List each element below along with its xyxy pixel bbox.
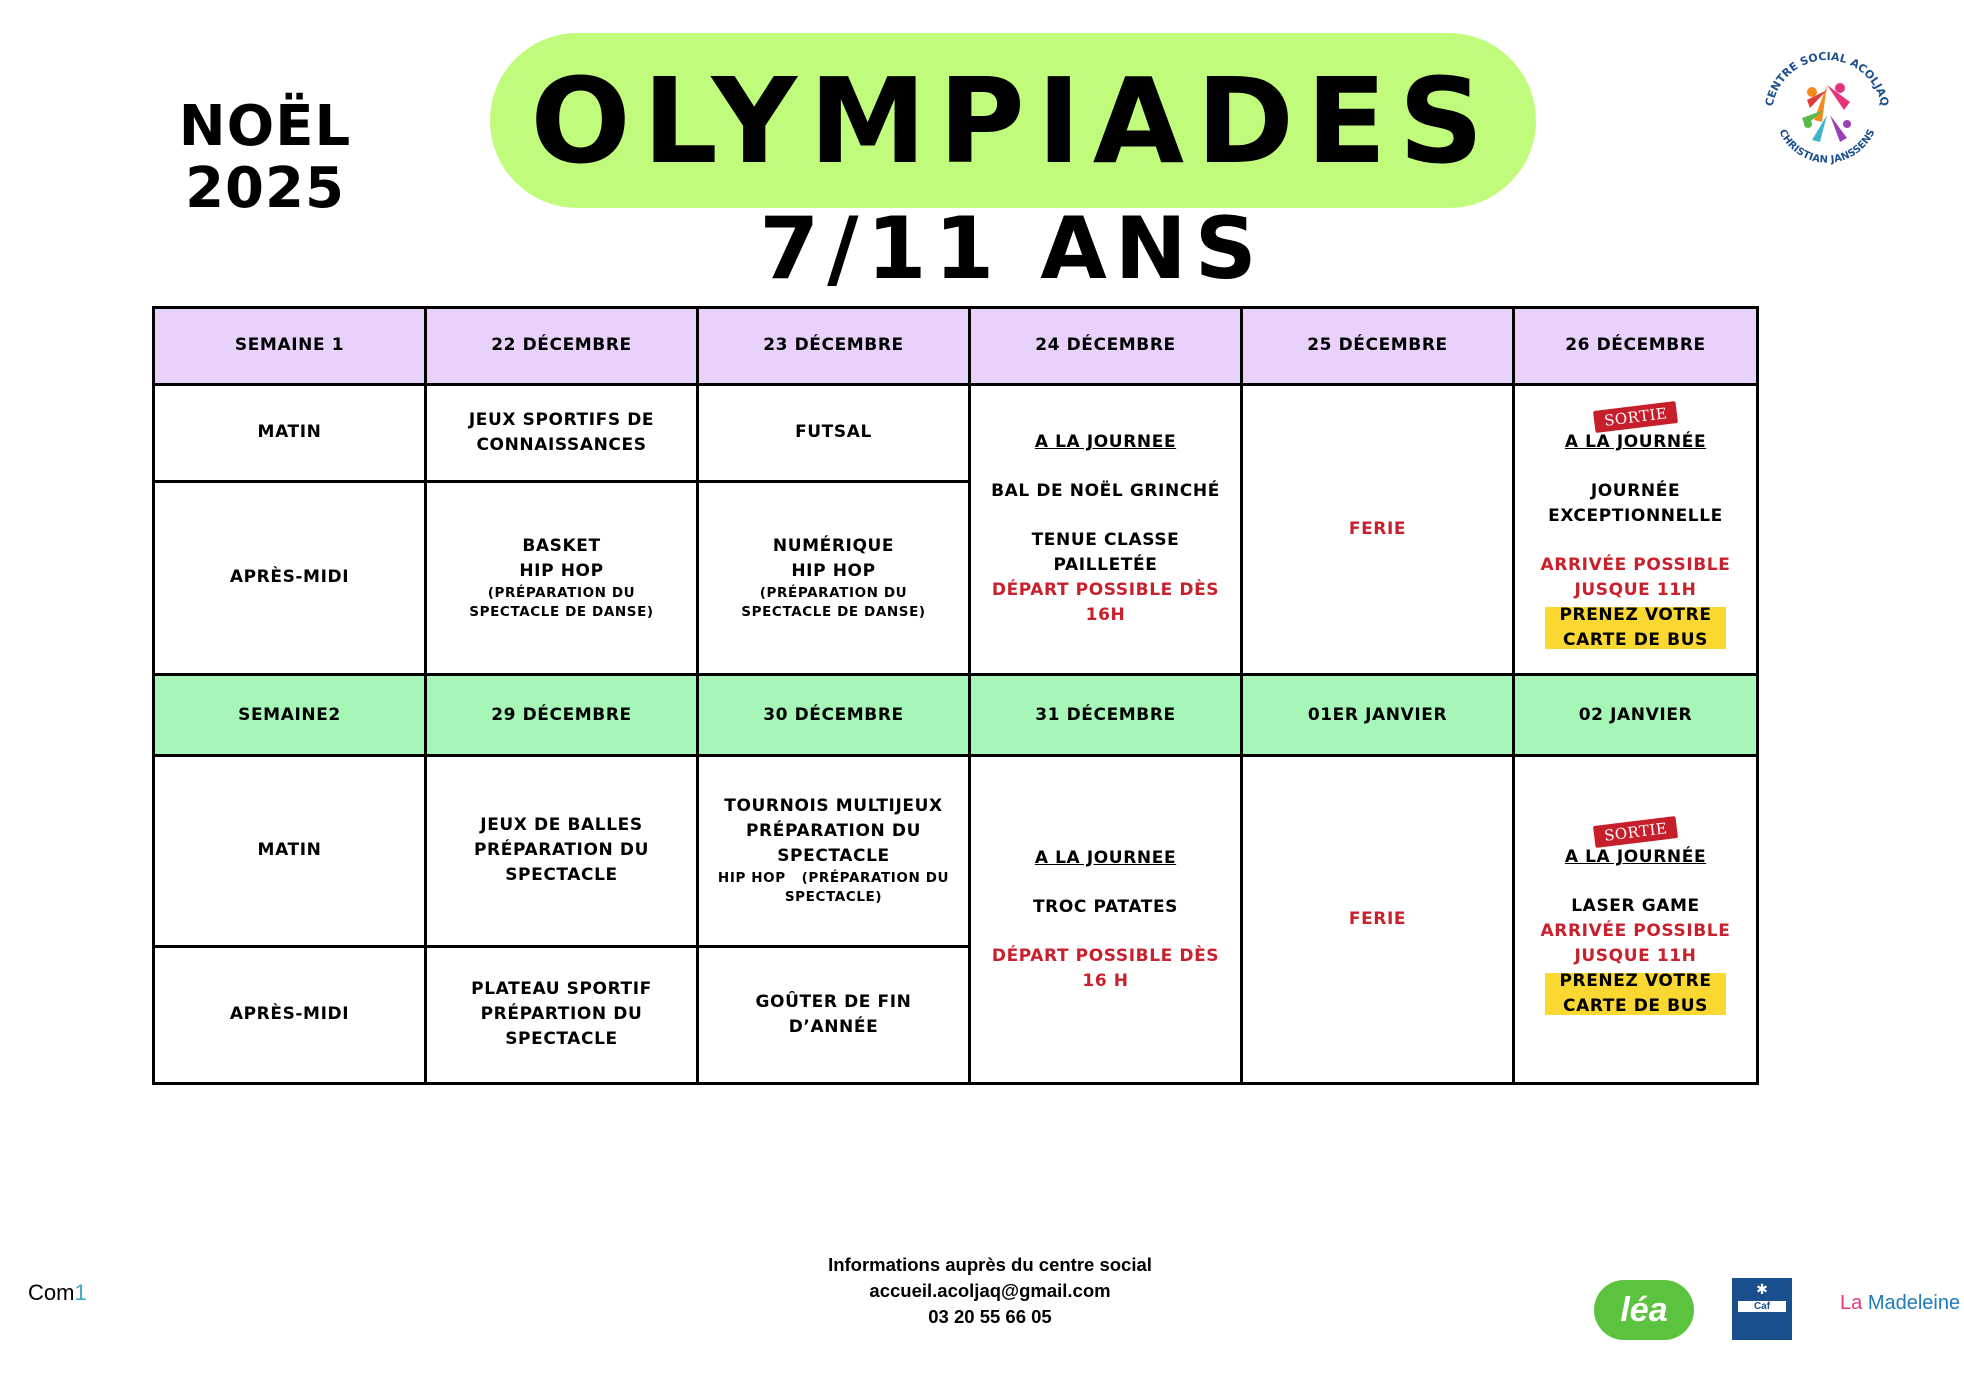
departure-note: DÉPART POSSIBLE DÈS <box>991 580 1220 601</box>
full-day-cell <box>970 756 1242 1084</box>
holiday-cell <box>1242 756 1514 1084</box>
week1-morning-row <box>154 384 1758 481</box>
activity-line: PRÉPARTION DU <box>480 1004 643 1025</box>
departure-note: DÉPART POSSIBLE DÈS <box>991 945 1220 966</box>
activities-table <box>152 306 1759 1085</box>
activity-line: HIP HOP <box>791 560 876 581</box>
activity-line: GOÛTER DE FIN <box>755 991 912 1012</box>
activity-line: D’ANNÉE <box>788 1016 879 1037</box>
activity-note: HIP HOP (PRÉPARATION DU <box>717 870 950 887</box>
day-header: 23 DÉCEMBRE <box>698 308 970 385</box>
holiday-label: FERIE <box>1348 518 1407 539</box>
activity-line: EXCEPTIONNELLE <box>1548 506 1723 527</box>
activity-line: HIP HOP <box>519 560 604 581</box>
activity-note: SPECTACLE) <box>784 889 883 906</box>
activity-cell <box>698 946 970 1083</box>
day-header: 29 DÉCEMBRE <box>426 675 698 756</box>
outing-cell <box>1514 384 1758 675</box>
activity-line: PAILLETÉE <box>1053 555 1158 576</box>
week1-header-row <box>154 308 1758 385</box>
activity-note: (PRÉPARATION DU <box>759 584 908 601</box>
logo-text-bottom: CHRISTIAN JANSSENS <box>1776 127 1878 166</box>
day-header: 01ER JANVIER <box>1242 675 1514 756</box>
row-label-afternoon: APRÈS-MIDI <box>154 946 426 1083</box>
bus-card-line: PRENEZ VOTRE <box>1559 605 1712 626</box>
activity-cell <box>698 384 970 481</box>
activity-line: LASER GAME <box>1571 896 1700 917</box>
outing-stamp: SORTIE <box>1593 816 1679 848</box>
contact-info <box>740 1252 1240 1330</box>
centre-social-logo <box>1752 40 1902 190</box>
activity-cell <box>698 481 970 675</box>
activity-line: NUMÉRIQUE <box>772 535 895 556</box>
week2-label: SEMAINE2 <box>154 675 426 756</box>
activity-cell <box>426 481 698 675</box>
arrival-note: ARRIVÉE POSSIBLE <box>1540 921 1731 942</box>
logo-figures-icon <box>1802 83 1851 142</box>
activity-line: TOURNOIS MULTIJEUX <box>724 796 943 817</box>
season-year: 2025 <box>185 156 345 221</box>
season-word: NOËL <box>178 94 352 159</box>
activity-line: SPECTACLE <box>505 1029 618 1050</box>
day-header: 22 DÉCEMBRE <box>426 308 698 385</box>
title-banner <box>490 33 1536 208</box>
week1-label: SEMAINE 1 <box>154 308 426 385</box>
row-label-morning: MATIN <box>154 756 426 947</box>
activity-line: PRÉPARATION DU <box>474 840 649 861</box>
arrival-time: JUSQUE 11H <box>1574 580 1697 601</box>
day-header: 31 DÉCEMBRE <box>970 675 1242 756</box>
row-label-afternoon: APRÈS-MIDI <box>154 481 426 675</box>
bus-card-line: CARTE DE BUS <box>1563 630 1708 651</box>
caf-logo <box>1732 1278 1792 1340</box>
activity-note: SPECTACLE DE DANSE) <box>741 603 926 620</box>
activity-line: BAL DE NOËL GRINCHÉ <box>991 481 1220 502</box>
lea-logo: léa <box>1594 1280 1694 1340</box>
activity-line: FUTSAL <box>795 422 872 443</box>
activity-cell <box>426 756 698 947</box>
departure-time: 16 H <box>1082 970 1129 991</box>
activity-cell <box>426 946 698 1083</box>
caf-label: Caf <box>1738 1301 1786 1312</box>
age-range-subtitle: 7/11 ANS <box>759 199 1265 299</box>
la-madeleine-logo: La Madeleine <box>1840 1292 1961 1314</box>
full-day-label: A LA JOURNÉE <box>1564 847 1707 868</box>
activity-line: CONNAISSANCES <box>476 434 647 455</box>
day-header: 30 DÉCEMBRE <box>698 675 970 756</box>
contact-phone: 03 20 55 66 05 <box>928 1306 1052 1327</box>
outing-stamp: SORTIE <box>1593 401 1679 433</box>
full-day-label: A LA JOURNÉE <box>1564 432 1707 453</box>
page-title: OLYMPIADES <box>530 51 1496 190</box>
bus-card-line: CARTE DE BUS <box>1563 996 1708 1017</box>
caf-emblem-icon: ✱ <box>1756 1281 1768 1297</box>
week2-header-row <box>154 675 1758 756</box>
full-day-label: A LA JOURNEE <box>1034 432 1177 453</box>
arrival-time: JUSQUE 11H <box>1574 946 1697 967</box>
activity-note: SPECTACLE DE DANSE) <box>469 603 654 620</box>
activity-line: PLATEAU SPORTIF <box>471 979 652 1000</box>
day-header: 25 DÉCEMBRE <box>1242 308 1514 385</box>
activity-line: JEUX DE BALLES <box>480 815 643 836</box>
bus-card-reminder <box>1545 603 1725 653</box>
activity-line: JOURNÉE <box>1590 481 1681 502</box>
activity-cell <box>426 384 698 481</box>
activity-line: TENUE CLASSE <box>1031 530 1180 551</box>
week2-morning-row <box>154 756 1758 947</box>
activity-cell <box>698 756 970 947</box>
holiday-cell <box>1242 384 1514 675</box>
day-header: 26 DÉCEMBRE <box>1514 308 1758 385</box>
contact-heading: Informations auprès du centre social <box>828 1254 1152 1275</box>
row-label-morning: MATIN <box>154 384 426 481</box>
activity-line: JEUX SPORTIFS DE <box>468 409 655 430</box>
full-day-label: A LA JOURNEE <box>1034 847 1177 868</box>
activity-line: SPECTACLE <box>505 865 618 886</box>
com1-logo: Com1 <box>28 1280 87 1305</box>
activity-note: (PRÉPARATION DU <box>487 584 636 601</box>
activity-line: PRÉPARATION DU <box>746 821 921 842</box>
day-header: 02 JANVIER <box>1514 675 1758 756</box>
activity-line: TROC PATATES <box>1032 896 1179 917</box>
activity-line: BASKET <box>522 535 601 556</box>
activity-line: SPECTACLE <box>777 846 890 867</box>
arrival-note: ARRIVÉE POSSIBLE <box>1540 555 1731 576</box>
departure-time: 16H <box>1085 605 1126 626</box>
day-header: 24 DÉCEMBRE <box>970 308 1242 385</box>
outing-cell <box>1514 756 1758 1084</box>
bus-card-line: PRENEZ VOTRE <box>1559 971 1712 992</box>
full-day-cell <box>970 384 1242 675</box>
contact-email[interactable]: accueil.acoljaq@gmail.com <box>869 1280 1111 1301</box>
bus-card-reminder <box>1545 969 1725 1019</box>
logo-text-top: CENTRE SOCIAL ACOLJAQ <box>1762 49 1892 108</box>
holiday-label: FERIE <box>1348 909 1407 930</box>
